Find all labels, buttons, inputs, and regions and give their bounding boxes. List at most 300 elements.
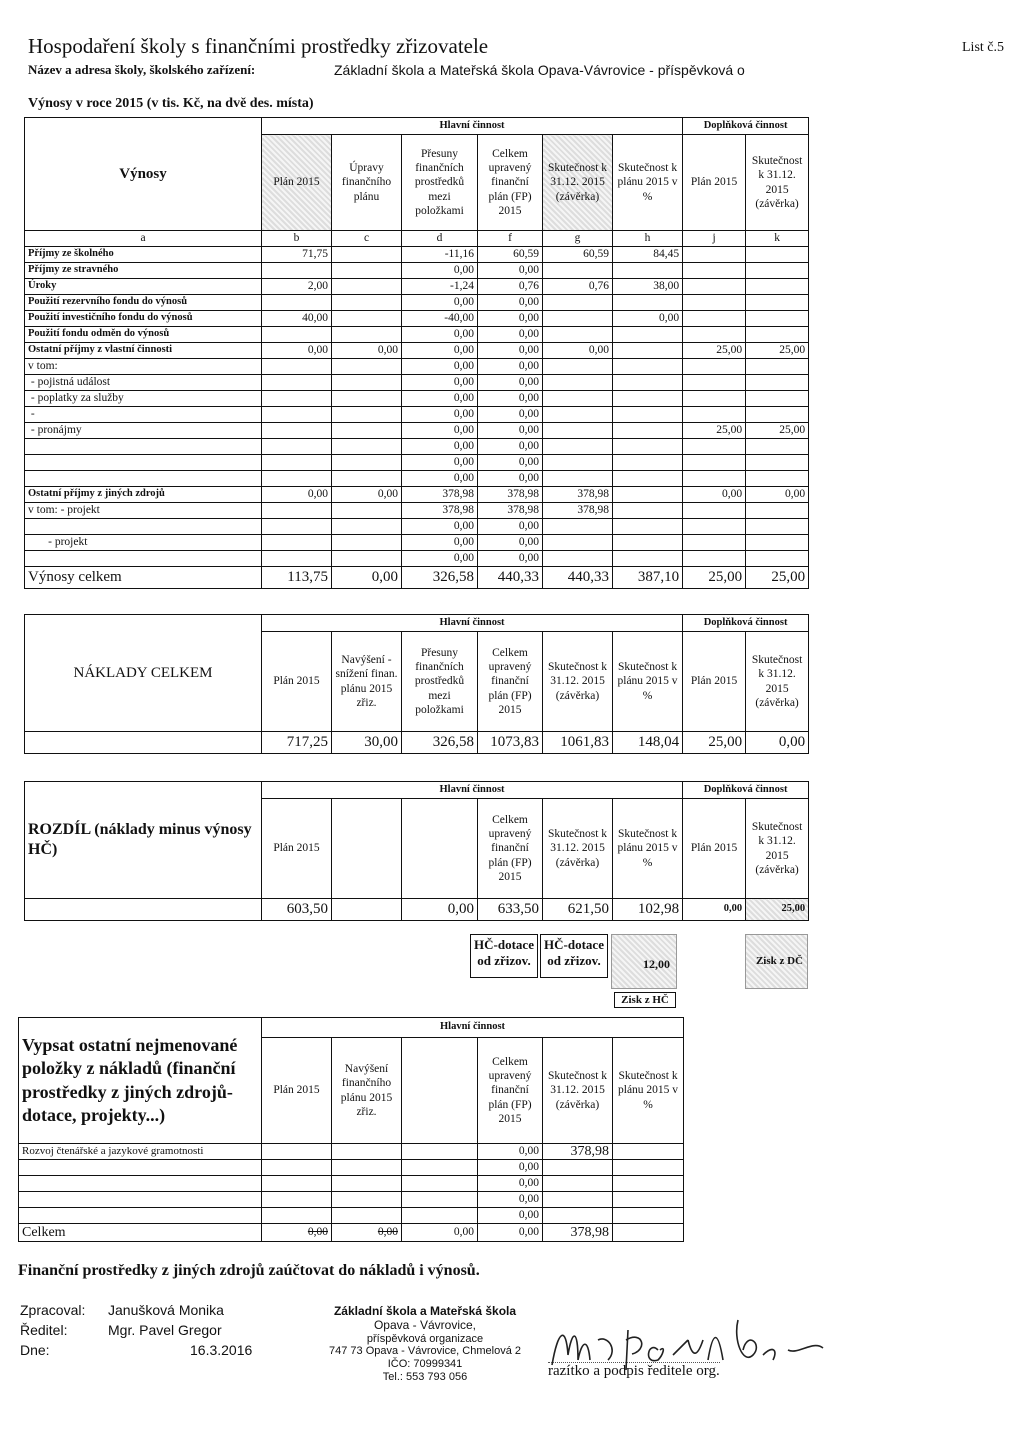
value-cell: 0,00 — [402, 423, 478, 439]
value-cell — [332, 375, 402, 391]
value-cell: 84,45 — [613, 247, 683, 263]
value-cell — [746, 359, 809, 375]
value-cell — [746, 407, 809, 423]
value-cell — [262, 407, 332, 423]
value-cell: 717,25 — [262, 732, 332, 754]
value-cell — [262, 263, 332, 279]
value-cell — [683, 263, 746, 279]
value-cell — [262, 551, 332, 567]
value-cell — [746, 247, 809, 263]
value-cell: 0,00 — [478, 423, 543, 439]
value-cell — [613, 391, 683, 407]
row-label — [25, 471, 262, 487]
value-cell: 378,98 — [402, 487, 478, 503]
row-label: v tom: - projekt — [25, 503, 262, 519]
col-header: Plán 2015 — [262, 632, 332, 732]
row-label: Ostatní příjmy z jiných zdrojů — [25, 487, 262, 503]
value-cell — [332, 295, 402, 311]
table-row — [25, 551, 809, 567]
col-header: Navýšení finančního plánu 2015 zřiz. — [332, 1038, 402, 1144]
value-cell: 25,00 — [683, 732, 746, 754]
row-label: Ostatní příjmy z vlastní činnosti — [25, 343, 262, 359]
total-cell: 378,98 — [543, 1224, 613, 1242]
value-cell — [543, 1176, 613, 1192]
value-cell: 0,00 — [478, 471, 543, 487]
value-cell — [543, 1160, 613, 1176]
reditel-label: Ředitel: — [20, 1322, 68, 1338]
zpracoval-name: Janušková Monika — [108, 1302, 224, 1318]
value-cell: 0,00 — [478, 1160, 543, 1176]
value-cell: 0,76 — [543, 279, 613, 295]
row-label: - pronájmy — [25, 423, 262, 439]
value-cell — [262, 327, 332, 343]
table-row — [19, 1192, 684, 1208]
table-row — [25, 247, 809, 263]
value-cell — [613, 1176, 684, 1192]
value-cell: 0,00 — [478, 535, 543, 551]
group-side-header: Doplňková činnost — [683, 782, 809, 799]
row-label: Použití investičního fondu do výnosů — [25, 311, 262, 327]
value-cell: 0,00 — [402, 455, 478, 471]
group-side-header: Doplňková činnost — [683, 615, 809, 632]
row-label: - — [25, 407, 262, 423]
value-cell — [746, 327, 809, 343]
value-cell — [402, 1160, 478, 1176]
value-cell — [613, 471, 683, 487]
value-cell — [683, 471, 746, 487]
col-header: Skutečnost k plánu 2015 v % — [613, 1038, 684, 1144]
col-header: Celkem upravený finanční plán (FP) 2015 — [478, 632, 543, 732]
table-row — [25, 519, 809, 535]
col-header: Navýšení - snížení finan. plánu 2015 zřiz. — [332, 632, 402, 732]
value-cell — [332, 359, 402, 375]
value-cell — [332, 535, 402, 551]
value-cell: 621,50 — [543, 899, 613, 921]
value-cell — [683, 519, 746, 535]
row-label: Příjmy ze školného — [25, 247, 262, 263]
row-label: Příjmy ze stravného — [25, 263, 262, 279]
value-cell — [262, 375, 332, 391]
col-header — [332, 799, 402, 899]
value-cell — [262, 1144, 332, 1160]
value-cell: 1061,83 — [543, 732, 613, 754]
zisk-hc-label: Zisk z HČ — [614, 992, 676, 1008]
value-cell: 0,00 — [543, 343, 613, 359]
value-cell — [262, 503, 332, 519]
value-cell — [613, 535, 683, 551]
value-cell: 0,00 — [478, 343, 543, 359]
value-cell — [543, 455, 613, 471]
col-letter: d — [402, 231, 478, 247]
col-header: Skutečnost k 31.12. 2015 (závěrka) — [746, 135, 809, 231]
value-cell — [262, 391, 332, 407]
value-cell — [613, 487, 683, 503]
page-title: Hospodaření školy s finančními prostředky zřizovatele — [28, 34, 489, 58]
value-cell — [543, 471, 613, 487]
dotace-box-2: HČ-dotace od zřizov. — [540, 934, 608, 978]
table-row — [25, 423, 809, 439]
table-row — [25, 487, 809, 503]
value-cell — [746, 471, 809, 487]
value-cell: 25,00 — [746, 423, 809, 439]
value-cell — [262, 1160, 332, 1176]
value-cell — [543, 423, 613, 439]
value-cell — [683, 279, 746, 295]
total-cell: 0,00 — [332, 567, 402, 589]
value-cell — [332, 1176, 402, 1192]
value-cell — [683, 551, 746, 567]
footer-note: Finanční prostředky z jiných zdrojů zaúčtovat do nákladů i výnosů. — [18, 1262, 480, 1279]
total-cell: 0,00 — [332, 1224, 402, 1242]
value-cell — [402, 1176, 478, 1192]
table-row — [25, 535, 809, 551]
total-cell: 0,00 — [262, 1224, 332, 1242]
value-cell — [613, 343, 683, 359]
table-row — [25, 407, 809, 423]
value-cell — [613, 1208, 684, 1224]
value-cell — [332, 1144, 402, 1160]
col-header: Plán 2015 — [262, 1038, 332, 1144]
value-cell: 60,59 — [478, 247, 543, 263]
value-cell — [543, 551, 613, 567]
value-cell: 40,00 — [262, 311, 332, 327]
value-cell — [543, 359, 613, 375]
table-row — [25, 375, 809, 391]
table-row — [19, 1144, 684, 1160]
value-cell: 0,00 — [402, 519, 478, 535]
value-cell — [262, 439, 332, 455]
dotace-box-1: HČ-dotace od zřizov. — [470, 934, 538, 978]
value-cell: 0,00 — [402, 471, 478, 487]
table-row — [25, 391, 809, 407]
col-letter: c — [332, 231, 402, 247]
row-label — [25, 439, 262, 455]
value-cell: 0,00 — [478, 375, 543, 391]
vynosy-label: Výnosy — [25, 118, 262, 231]
value-cell — [543, 263, 613, 279]
col-letter: j — [683, 231, 746, 247]
col-header: Skutečnost k plánu 2015 v % — [613, 799, 683, 899]
total-cell: 440,33 — [478, 567, 543, 589]
sign-caption: razítko a podpis ředitele org. — [548, 1363, 720, 1379]
col-letter: h — [613, 231, 683, 247]
row-label — [25, 551, 262, 567]
row-label — [25, 455, 262, 471]
col-header: Skutečnost k plánu 2015 v % — [613, 135, 683, 231]
value-cell: 378,98 — [478, 487, 543, 503]
value-cell — [746, 311, 809, 327]
naklady-label: NÁKLADY CELKEM — [25, 615, 262, 732]
value-cell: 0,00 — [478, 407, 543, 423]
value-cell — [402, 1144, 478, 1160]
col-letter: b — [262, 231, 332, 247]
value-cell: 0,00 — [478, 359, 543, 375]
value-cell — [683, 295, 746, 311]
row-label: Použití rezervního fondu do výnosů — [25, 295, 262, 311]
col-header: Skutečnost k 31.12. 2015 (závěrka) — [543, 135, 613, 231]
table-row — [25, 471, 809, 487]
value-cell — [683, 359, 746, 375]
value-cell: 0,00 — [613, 311, 683, 327]
value-cell — [262, 519, 332, 535]
col-letter: a — [25, 231, 262, 247]
value-cell — [262, 423, 332, 439]
ostatni-label: Vypsat ostatní nejmenované položky z nákladů (finanční prostředky z jiných zdrojů- dotace, projekty...) — [19, 1018, 262, 1144]
col-header: Celkem upravený finanční plán (FP) 2015 — [478, 799, 543, 899]
value-cell: -40,00 — [402, 311, 478, 327]
value-cell — [543, 295, 613, 311]
col-header: Plán 2015 — [683, 799, 746, 899]
value-cell — [262, 359, 332, 375]
value-cell — [332, 263, 402, 279]
value-cell: 0,00 — [478, 1192, 543, 1208]
value-cell — [332, 455, 402, 471]
value-cell: 0,00 — [262, 343, 332, 359]
col-header: Skutečnost k 31.12. 2015 (závěrka) — [543, 799, 613, 899]
value-cell — [746, 263, 809, 279]
value-cell: 0,00 — [478, 263, 543, 279]
value-cell: 30,00 — [332, 732, 402, 754]
value-cell: 378,98 — [543, 503, 613, 519]
value-cell — [543, 535, 613, 551]
value-cell: 0,00 — [332, 343, 402, 359]
value-cell: 0,00 — [402, 359, 478, 375]
value-cell — [683, 407, 746, 423]
row-label — [19, 1176, 262, 1192]
value-cell — [683, 535, 746, 551]
value-cell — [746, 295, 809, 311]
value-cell — [332, 407, 402, 423]
value-cell: 0,00 — [402, 439, 478, 455]
value-cell: 0,00 — [683, 487, 746, 503]
value-cell — [332, 279, 402, 295]
value-cell: 0,00 — [402, 295, 478, 311]
col-header: Plán 2015 — [683, 135, 746, 231]
school-stamp: Základní škola a Mateřská škola Opava - Vávrovice, příspěvková organizace 747 73 Opava - Vávrovice, Chmelová 2 IČO: 70999341 Tel.: 553 793 056 — [329, 1304, 521, 1383]
value-cell: 0,00 — [478, 519, 543, 535]
value-cell: 633,50 — [478, 899, 543, 921]
value-cell — [683, 247, 746, 263]
value-cell: 378,98 — [543, 1144, 613, 1160]
value-cell: 378,98 — [478, 503, 543, 519]
table-row — [25, 311, 809, 327]
value-cell — [746, 375, 809, 391]
value-cell — [613, 407, 683, 423]
group-side-header: Doplňková činnost — [683, 118, 809, 135]
value-cell — [332, 423, 402, 439]
value-cell: -1,24 — [402, 279, 478, 295]
value-cell — [332, 503, 402, 519]
value-cell: 60,59 — [543, 247, 613, 263]
value-cell — [613, 359, 683, 375]
value-cell — [332, 1160, 402, 1176]
value-cell — [543, 311, 613, 327]
value-cell — [613, 327, 683, 343]
row-label: Úroky — [25, 279, 262, 295]
total-cell: 113,75 — [262, 567, 332, 589]
col-letter: k — [746, 231, 809, 247]
value-cell — [262, 1192, 332, 1208]
vynosy-table — [24, 117, 809, 589]
value-cell: 326,58 — [402, 732, 478, 754]
col-header: Přesuny finančních prostředků mezi položkami — [402, 135, 478, 231]
total-cell: 0,00 — [478, 1224, 543, 1242]
value-cell: 0,00 — [332, 487, 402, 503]
table-row — [25, 263, 809, 279]
col-header: Plán 2015 — [262, 135, 332, 231]
table-row — [19, 1176, 684, 1192]
row-label: - pojistná událost — [25, 375, 262, 391]
table-row — [25, 439, 809, 455]
col-header: Úpravy finančního plánu — [332, 135, 402, 231]
value-cell — [332, 327, 402, 343]
value-cell — [402, 1192, 478, 1208]
value-cell — [332, 1192, 402, 1208]
value-cell — [262, 535, 332, 551]
value-cell: 0,00 — [478, 551, 543, 567]
value-cell — [332, 247, 402, 263]
value-cell: 0,00 — [683, 899, 746, 921]
value-cell — [683, 311, 746, 327]
value-cell — [613, 439, 683, 455]
date-value: 16.3.2016 — [190, 1342, 253, 1358]
value-cell: 25,00 — [683, 423, 746, 439]
total-cell — [613, 1224, 684, 1242]
value-cell: 0,00 — [402, 407, 478, 423]
col-header: Skutečnost k plánu 2015 v % — [613, 632, 683, 732]
value-cell: 25,00 — [683, 343, 746, 359]
col-letter: g — [543, 231, 613, 247]
value-cell: 0,00 — [478, 1176, 543, 1192]
value-cell: 1073,83 — [478, 732, 543, 754]
value-cell — [613, 503, 683, 519]
value-cell — [746, 391, 809, 407]
value-cell — [262, 1208, 332, 1224]
value-cell — [262, 1176, 332, 1192]
value-cell: 0,00 — [262, 487, 332, 503]
rozdil-label: ROZDÍL (náklady minus výnosy HČ) — [25, 782, 262, 899]
value-cell — [683, 455, 746, 471]
zpracoval-label: Zpracoval: — [20, 1302, 86, 1318]
value-cell — [613, 551, 683, 567]
value-cell — [746, 279, 809, 295]
value-cell: 0,00 — [478, 391, 543, 407]
school-name: Základní škola a Mateřská škola Opava-Vávrovice - příspěvková o — [334, 62, 745, 78]
value-cell: 0,00 — [478, 295, 543, 311]
total-cell: 25,00 — [683, 567, 746, 589]
value-cell — [332, 439, 402, 455]
value-cell — [543, 375, 613, 391]
zisk-dc-label: Zisk z DČ — [745, 934, 808, 989]
reditel-name: Mgr. Pavel Gregor — [108, 1322, 222, 1338]
col-header: Skutečnost k 31.12. 2015 (závěrka) — [746, 632, 809, 732]
col-header: Přesuny finančních prostředků mezi položkami — [402, 632, 478, 732]
value-cell: 0,00 — [402, 375, 478, 391]
value-cell — [262, 295, 332, 311]
value-cell: 25,00 — [746, 343, 809, 359]
value-cell: -11,16 — [402, 247, 478, 263]
value-cell — [332, 1208, 402, 1224]
value-cell: 0,00 — [402, 551, 478, 567]
value-cell — [402, 1208, 478, 1224]
total-cell: 440,33 — [543, 567, 613, 589]
value-cell — [262, 455, 332, 471]
total-cell: 0,00 — [402, 1224, 478, 1242]
value-cell — [543, 1208, 613, 1224]
value-cell — [613, 375, 683, 391]
value-cell: 0,00 — [478, 455, 543, 471]
value-cell: 0,00 — [746, 732, 809, 754]
value-cell: 0,00 — [402, 899, 478, 921]
value-cell — [332, 471, 402, 487]
row-label: Použití fondu odměn do výnosů — [25, 327, 262, 343]
table-row — [25, 503, 809, 519]
naklady-table — [24, 614, 809, 754]
value-cell — [746, 551, 809, 567]
value-cell: 378,98 — [402, 503, 478, 519]
value-cell — [746, 519, 809, 535]
group-main-header: Hlavní činnost — [262, 1018, 684, 1038]
value-cell — [746, 503, 809, 519]
row-label: v tom: — [25, 359, 262, 375]
value-cell — [683, 439, 746, 455]
row-label — [25, 519, 262, 535]
value-cell — [332, 899, 402, 921]
table-row — [25, 455, 809, 471]
value-cell: 0,00 — [478, 439, 543, 455]
total-label: Celkem — [19, 1224, 262, 1242]
table-row — [25, 359, 809, 375]
value-cell: 0,00 — [478, 1208, 543, 1224]
value-cell — [613, 519, 683, 535]
value-cell — [683, 327, 746, 343]
value-cell: 148,04 — [613, 732, 683, 754]
value-cell: 0,00 — [402, 391, 478, 407]
group-main-header: Hlavní činnost — [262, 118, 683, 135]
col-header: Skutečnost k 31.12. 2015 (závěrka) — [746, 799, 809, 899]
total-cell: 326,58 — [402, 567, 478, 589]
col-header: Plán 2015 — [683, 632, 746, 732]
row-label — [19, 1160, 262, 1176]
value-cell — [613, 263, 683, 279]
value-cell: 0,00 — [478, 1144, 543, 1160]
row-label: - poplatky za služby — [25, 391, 262, 407]
value-cell — [262, 471, 332, 487]
value-cell — [613, 423, 683, 439]
table-row — [25, 295, 809, 311]
value-cell — [613, 455, 683, 471]
value-cell — [543, 1192, 613, 1208]
value-cell — [543, 391, 613, 407]
col-header: Skutečnost k 31.12. 2015 (závěrka) — [543, 632, 613, 732]
value-cell: 0,00 — [402, 263, 478, 279]
rozdil-table — [24, 781, 809, 921]
table-row — [19, 1160, 684, 1176]
table-row — [25, 327, 809, 343]
table-row — [25, 279, 809, 295]
value-cell — [613, 295, 683, 311]
value-cell — [543, 407, 613, 423]
value-cell — [746, 439, 809, 455]
value-cell — [613, 1144, 684, 1160]
value-cell: 102,98 — [613, 899, 683, 921]
col-header — [402, 799, 478, 899]
value-cell: 603,50 — [262, 899, 332, 921]
date-label: Dne: — [20, 1342, 50, 1358]
value-cell: 0,00 — [478, 327, 543, 343]
value-cell — [332, 391, 402, 407]
value-cell — [332, 551, 402, 567]
